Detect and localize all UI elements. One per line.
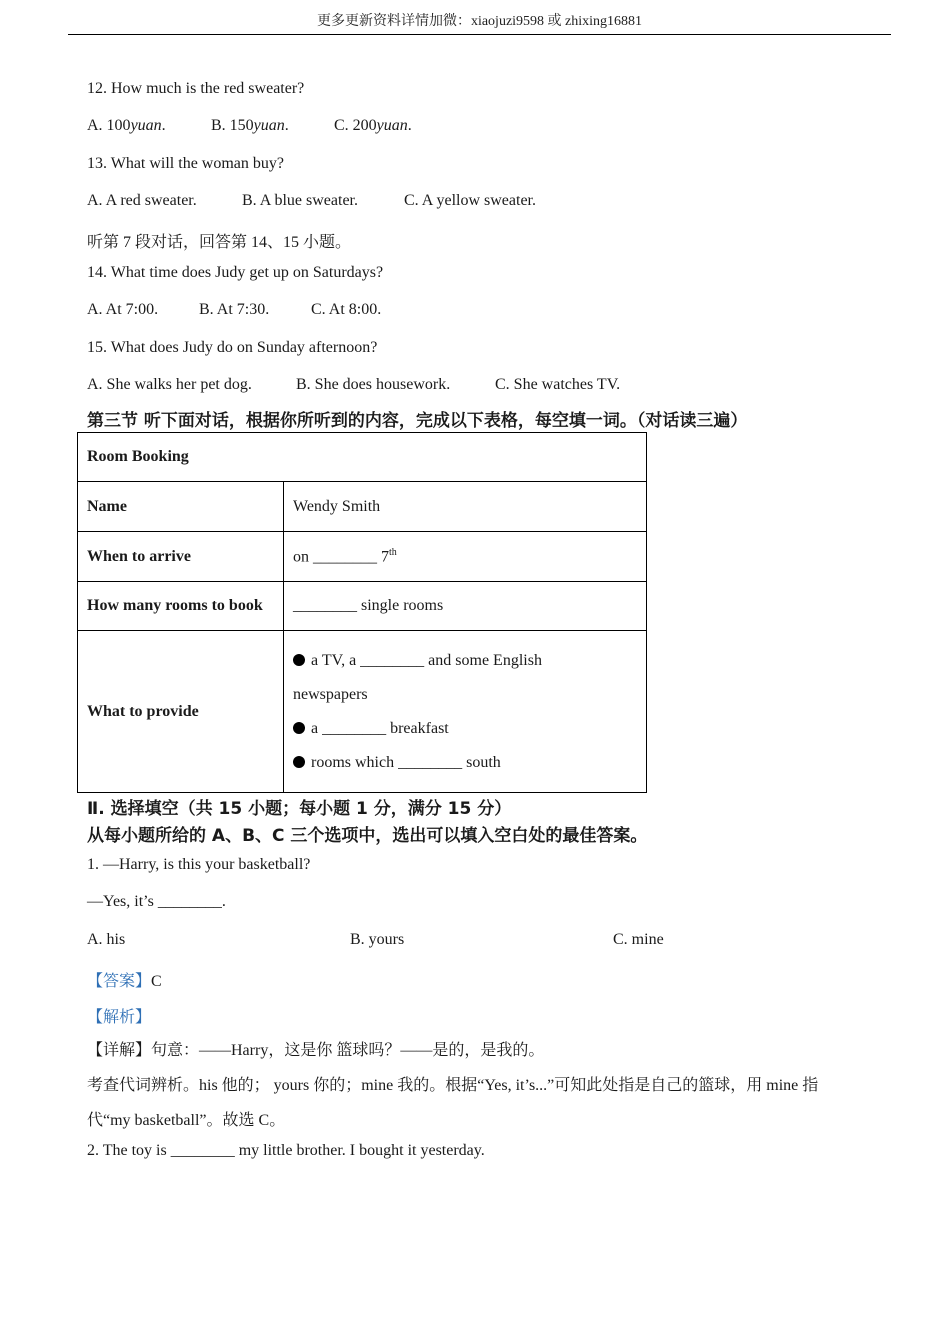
question-15-options — [87, 376, 620, 394]
name-label: Name — [78, 482, 284, 532]
option-c: C. 200yuan. — [334, 117, 412, 134]
explanation-line-1: 考查代词辨析。his 他的； yours 你的；mine 我的。根据“Yes, it’s...”可知此处指是自己的篮球，用 mine 指 — [87, 1077, 819, 1094]
table-row — [78, 532, 647, 582]
answer-value: C — [151, 973, 162, 990]
instruction-dialogue-7: 听第 7 段对话，回答第 14、15 小题。 — [87, 234, 352, 251]
option-c: C. A yellow sweater. — [404, 192, 536, 209]
analysis-label: 【解析】 — [87, 1009, 152, 1026]
option-b: B. A blue sweater. — [242, 192, 358, 209]
option-c: C. At 8:00. — [311, 301, 382, 318]
table-row — [78, 631, 647, 793]
arrive-label: When to arrive — [78, 532, 284, 582]
detail-text: 【详解】句意：——Harry，这是你 篮球吗？——是的，是我的。 — [87, 1042, 545, 1059]
section-3-title: 第三节 听下面对话，根据你所听到的内容，完成以下表格，每空填一词。（对话读三遍） — [87, 411, 748, 431]
bullet-icon — [293, 654, 305, 666]
question-14-options — [87, 301, 381, 319]
table-title: Room Booking — [78, 433, 647, 482]
option-a: A. A red sweater. — [87, 192, 197, 209]
room-booking-table — [77, 432, 647, 793]
answer-label: 【答案】 — [87, 973, 152, 990]
provide-item-1-cont: newspapers — [293, 685, 368, 703]
option-a: A. 100yuan. — [87, 117, 166, 134]
question-13: 13. What will the woman buy? — [87, 155, 284, 172]
question-2: 2. The toy is ________ my little brother. I bought it yesterday. — [87, 1142, 485, 1159]
name-value: Wendy Smith — [284, 482, 647, 532]
bullet-icon — [293, 756, 305, 768]
table-row — [78, 582, 647, 631]
option-b: B. At 7:30. — [199, 301, 270, 318]
arrive-value: on ________ 7th — [284, 532, 647, 582]
provide-item-3: rooms which ________ south — [293, 746, 637, 780]
option-b: B. She does housework. — [296, 376, 451, 393]
option-c: C. mine — [613, 931, 664, 948]
option-b: B. 150yuan. — [211, 117, 289, 134]
part-2-instruction: 从每小题所给的 A、B、C 三个选项中，选出可以填入空白处的最佳答案。 — [87, 826, 648, 846]
rooms-label: How many rooms to book — [78, 582, 284, 631]
option-a: A. his — [87, 931, 126, 948]
provide-label: What to provide — [78, 631, 284, 793]
question-15: 15. What does Judy do on Sunday afternoon? — [87, 339, 378, 356]
option-a: A. At 7:00. — [87, 301, 159, 318]
question-13-options — [87, 192, 536, 210]
question-12: 12. How much is the red sweater? — [87, 80, 305, 97]
provide-item-2: a ________ breakfast — [293, 712, 637, 746]
answer — [87, 968, 162, 991]
explanation-line-2: 代“my basketball”。故选 C。 — [87, 1112, 286, 1129]
question-1-line-2: —Yes, it’s ________. — [87, 893, 226, 910]
provide-item-1: a TV, a ________ and some English — [293, 644, 637, 678]
provide-value — [284, 631, 647, 793]
option-b: B. yours — [350, 931, 405, 948]
question-14: 14. What time does Judy get up on Saturdays? — [87, 264, 384, 281]
rooms-value: ________ single rooms — [284, 582, 647, 631]
table-row — [78, 482, 647, 532]
bullet-icon — [293, 722, 305, 734]
table-row — [78, 433, 647, 482]
question-12-options — [87, 117, 412, 135]
option-c: C. She watches TV. — [495, 376, 621, 393]
question-1-line-1: 1. —Harry, is this your basketball? — [87, 856, 311, 873]
part-2-title: Ⅱ. 选择填空（共 15 小题；每小题 1 分，满分 15 分） — [87, 799, 512, 819]
question-1-options — [87, 931, 664, 949]
page-header: 更多更新资料详情加微：xiaojuzi9598 或 zhixing16881 — [68, 10, 891, 35]
option-a: A. She walks her pet dog. — [87, 376, 252, 393]
